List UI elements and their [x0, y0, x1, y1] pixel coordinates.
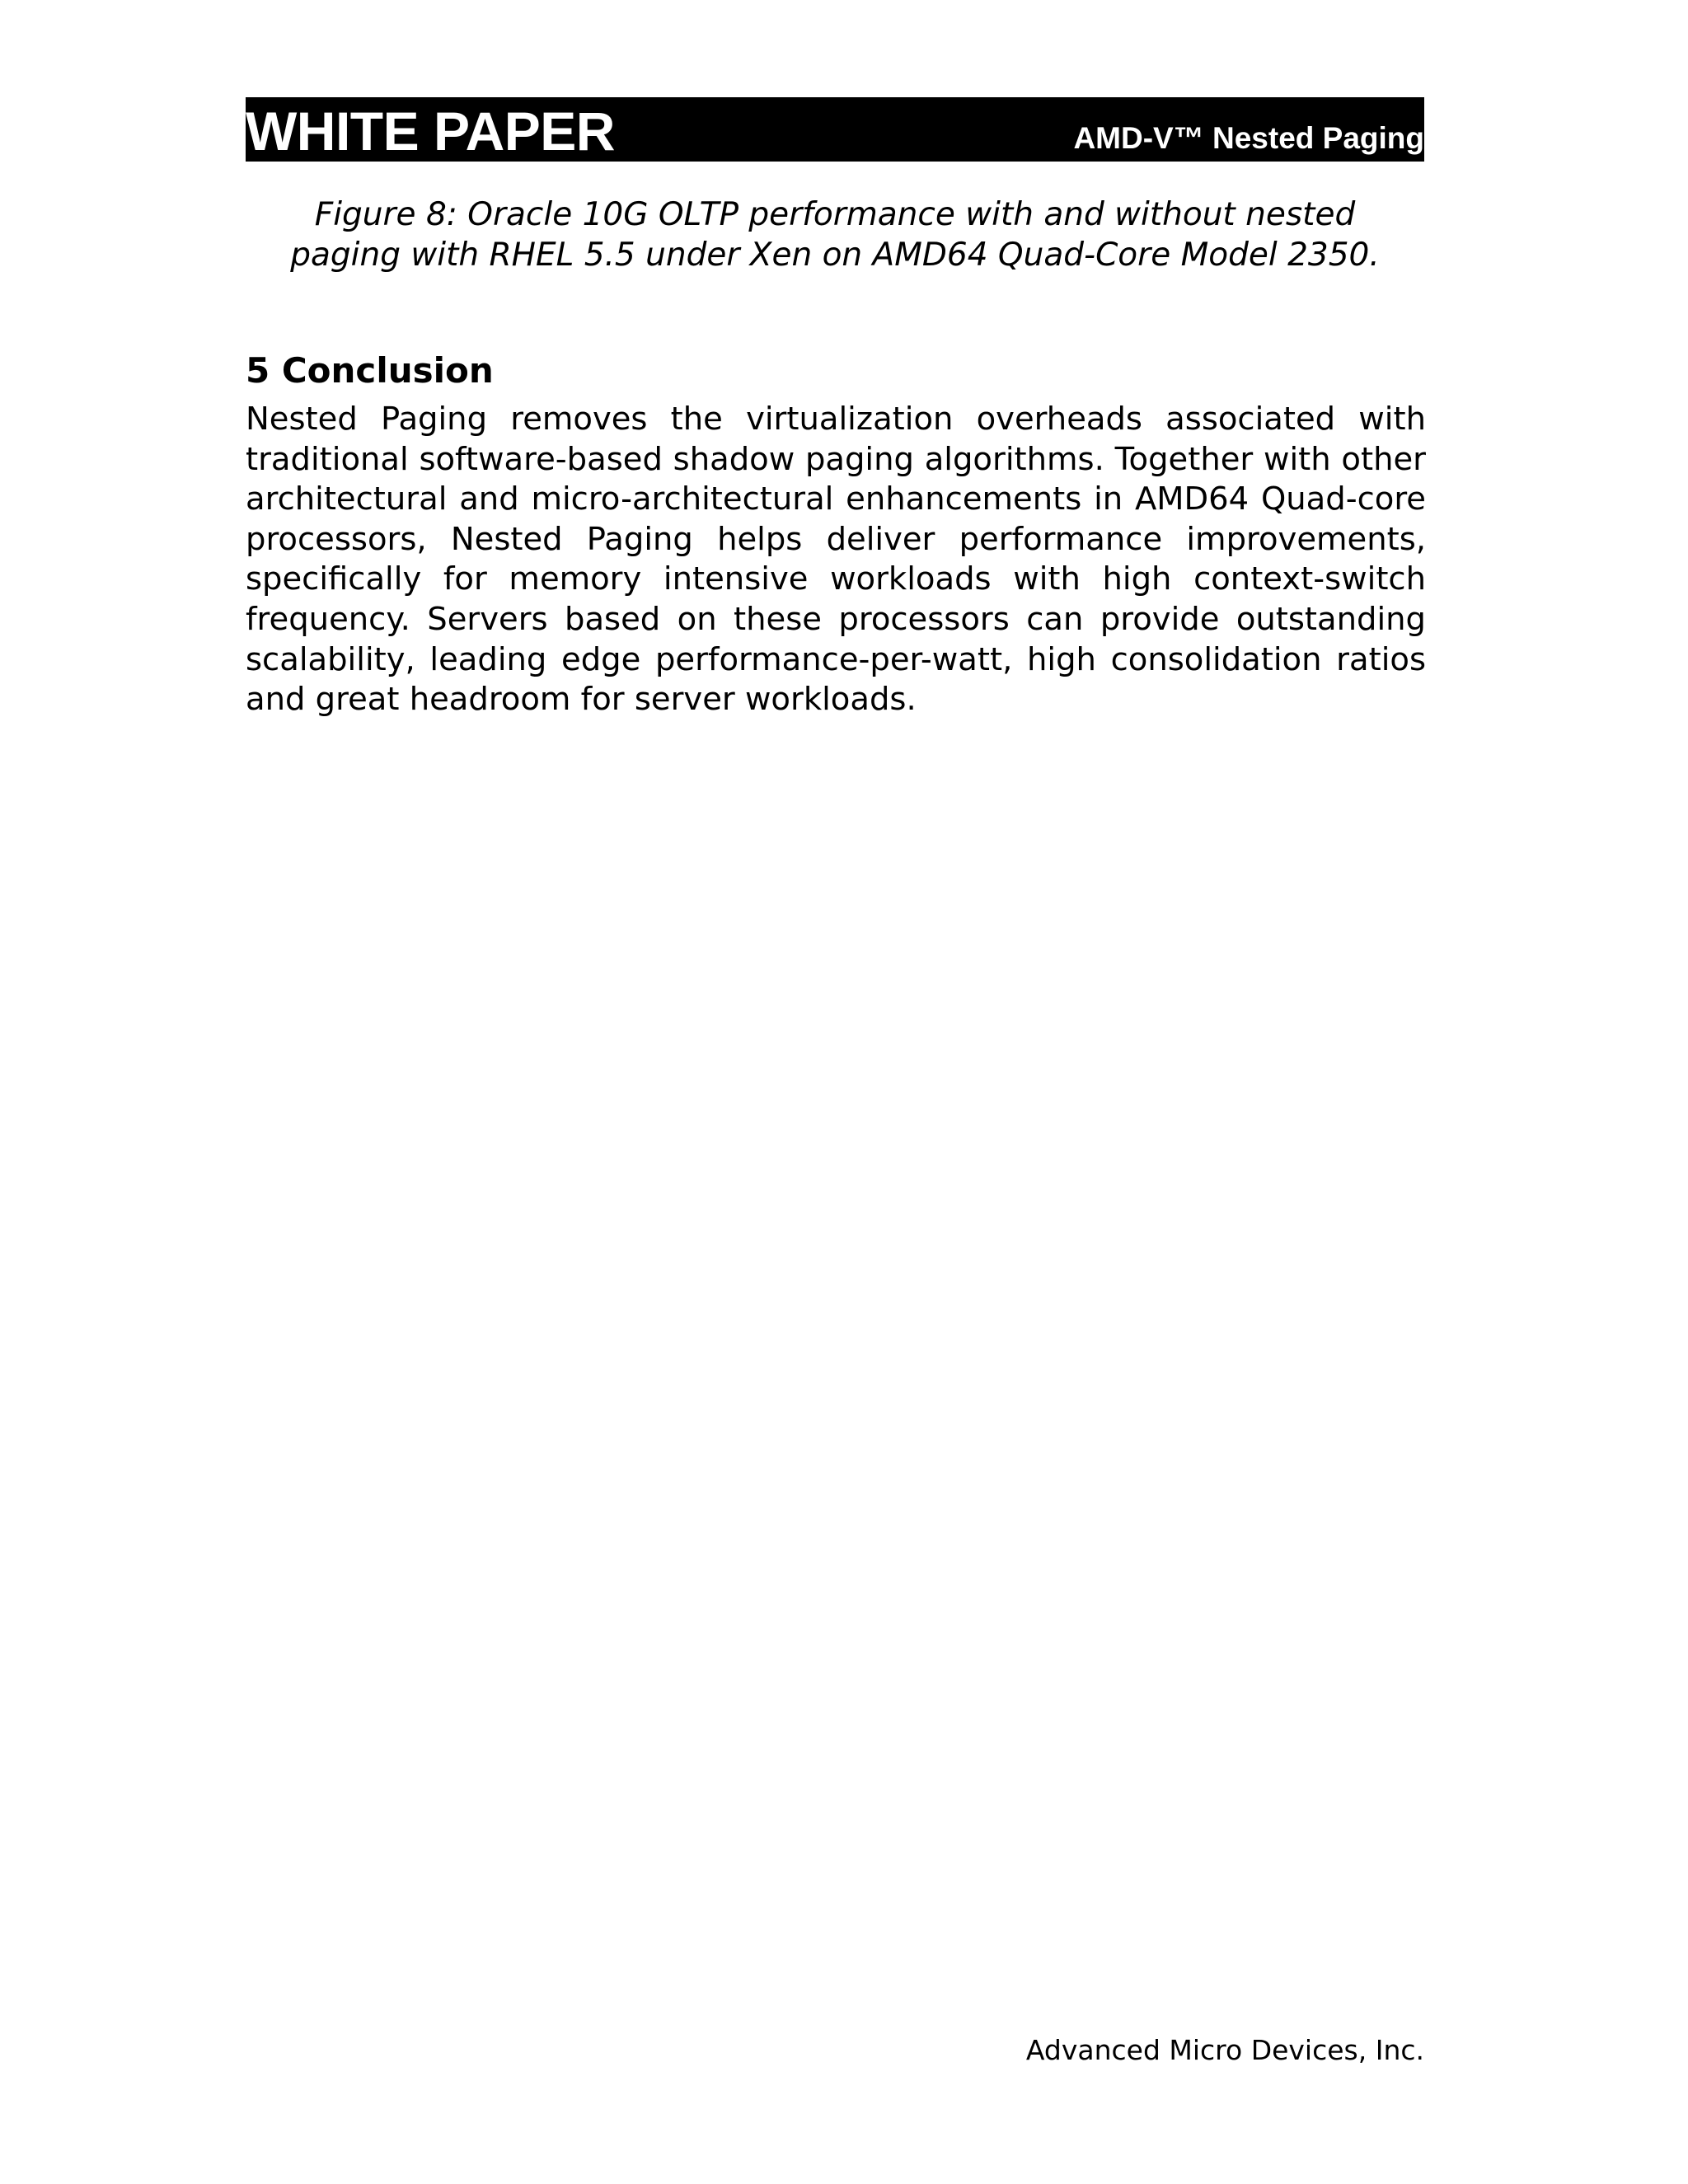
figure-caption-line-2: paging with RHEL 5.5 under Xen on AMD64 Quad-Core Model 2350. [290, 237, 1380, 274]
section-heading: 5 Conclusion [246, 350, 494, 391]
page-footer: Advanced Micro Devices, Inc. [1025, 2034, 1424, 2066]
header-subtitle: AMD-V™ Nested Paging [1073, 121, 1424, 155]
figure-caption-line-1: Figure 8: Oracle 10G OLTP performance with and without nested [314, 196, 1356, 233]
header-title: WHITE PAPER [246, 101, 615, 162]
figure-caption [246, 194, 1424, 275]
section-body-paragraph: Nested Paging removes the virtualization overheads associated with traditional software-based shadow paging algorithms. Together with other architectural and micro-architectural enhancements in AMD64 Quad-core processors, Nested Paging helps deliver performance improvements, specifically for memory intensive workloads with high context-switch frequency. Servers based on these processors can provide outstanding scalability, leading edge performance-per-watt, high consolidation ratios and great headroom for server workloads. [246, 401, 1426, 719]
page-header-bar [246, 97, 1424, 162]
